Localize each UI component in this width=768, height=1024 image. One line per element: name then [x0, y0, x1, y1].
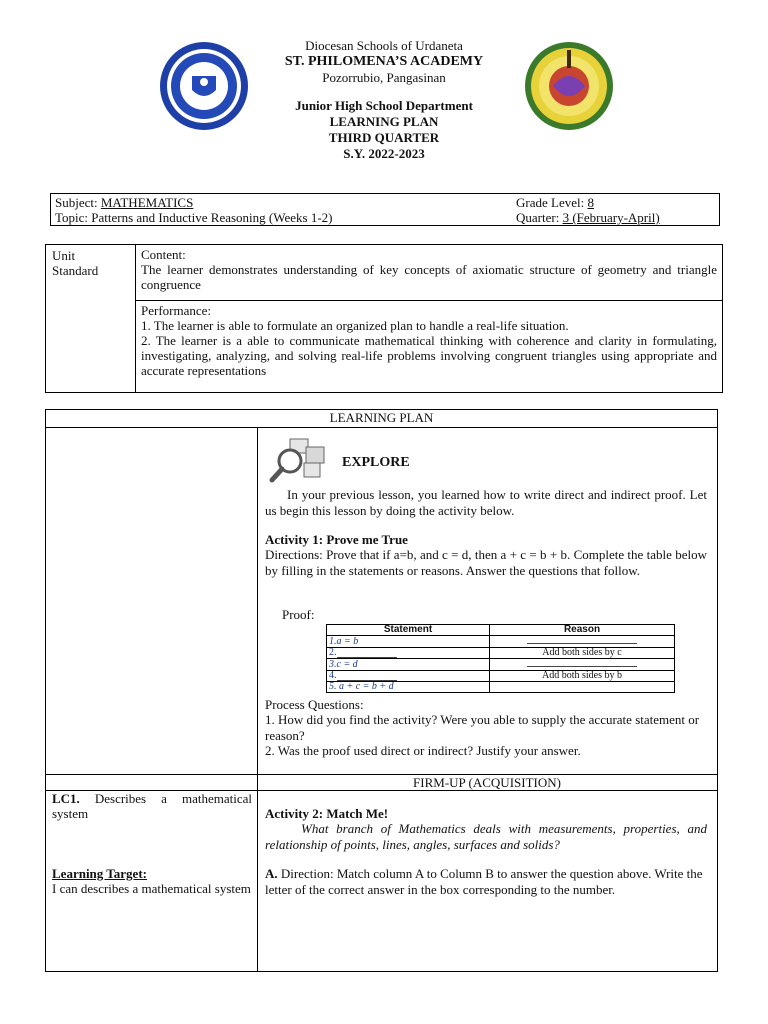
table-row: 2. Add both sides by c	[327, 648, 675, 659]
table-row: 5. a + c = b + d	[327, 682, 675, 693]
lc1-text: Describes a mathematical system	[52, 791, 252, 821]
unit-standard-label: Unit Standard	[46, 245, 136, 392]
proof-label: Proof:	[282, 607, 315, 622]
department: Junior High School Department	[295, 98, 473, 113]
magnifier-puzzle-icon	[268, 435, 330, 485]
process-question-1: 1. How did you find the activity? Were you able to supply the accurate statement or reason?	[265, 712, 700, 743]
content-standard: Content: The learner demonstrates understanding of key concepts of axiomatic structure of geometry and triangle congruence	[136, 245, 722, 301]
process-question-2: 2. Was the proof used direct or indirect? Justify your answer.	[265, 743, 581, 758]
explore-heading: EXPLORE	[342, 455, 410, 470]
learning-target-text: I can describes a mathematical system	[52, 881, 251, 896]
quarter-label: Quarter:	[516, 210, 560, 225]
school-name: ST. PHILOMENA’S ACADEMY	[284, 54, 484, 69]
process-questions-label: Process Questions:	[265, 697, 364, 712]
activity1-directions: Directions: Prove that if a=b, and c = d, then a + c = b + b. Complete the table below by filling in the statements or reasons. Answer the questions that follow.	[265, 547, 707, 578]
table-row: 3.c = d	[327, 659, 675, 671]
document-header	[200, 38, 568, 162]
learning-plan-header: LEARNING PLAN	[46, 410, 717, 428]
plan-title: LEARNING PLAN	[329, 114, 439, 129]
lc1-label: LC1.	[52, 791, 80, 806]
match-direction: A. Direction: Match column A to Column B to answer the question above. Write the letter of the correct answer in the box corresponding to the number.	[265, 866, 703, 897]
performance-standard: Performance: 1. The learner is able to formulate an organized plan to handle a real-life situation. 2. The learner is a able to communicate mathematical thinking with coherence and clarity in formulating, investigating, analyzing, and solving real-life problems involving congruent triangles using appropriate and accurate representations	[141, 303, 717, 378]
lc1-block	[52, 791, 252, 821]
intro-paragraph: In your previous lesson, you learned how to write direct and indirect proof. Let us begin this lesson by doing the activity below.	[265, 487, 707, 518]
proof-table	[326, 624, 675, 693]
activity2-question: What branch of Mathematics deals with measurements, properties, and relationship of points, lines, angles, surfaces and solids?	[265, 821, 707, 852]
table-row: 4. Add both sides by b	[327, 671, 675, 682]
firmup-header: FIRM-UP (ACQUISITION)	[413, 775, 561, 790]
learning-plan-table	[45, 409, 718, 972]
unit-standard-table	[45, 244, 723, 393]
grade-value: 8	[587, 195, 594, 210]
topic-value: Patterns and Inductive Reasoning (Weeks 1-2)	[91, 210, 333, 225]
topic-label: Topic:	[55, 210, 89, 225]
grade-label: Grade Level:	[516, 195, 585, 210]
subject-box	[50, 193, 720, 226]
subject-label: Subject:	[55, 195, 98, 210]
school-town: Pozorrubio, Pangasinan	[322, 70, 446, 85]
subject-value: MATHEMATICS	[100, 195, 194, 210]
quarter-value: 3 (February-April)	[562, 210, 660, 225]
table-row: 1.a = b	[327, 636, 675, 648]
activity1-title: Activity 1: Prove me True	[265, 532, 408, 547]
activity2-title: Activity 2: Match Me!	[265, 806, 389, 821]
quarter-title: THIRD QUARTER	[328, 130, 440, 145]
diocese-name: Diocesan Schools of Urdaneta	[305, 38, 463, 53]
learning-target-label: Learning Target:	[52, 866, 147, 881]
statement-header: Statement	[327, 625, 490, 636]
school-year: S.Y. 2022-2023	[343, 146, 425, 161]
reason-header: Reason	[490, 625, 675, 636]
